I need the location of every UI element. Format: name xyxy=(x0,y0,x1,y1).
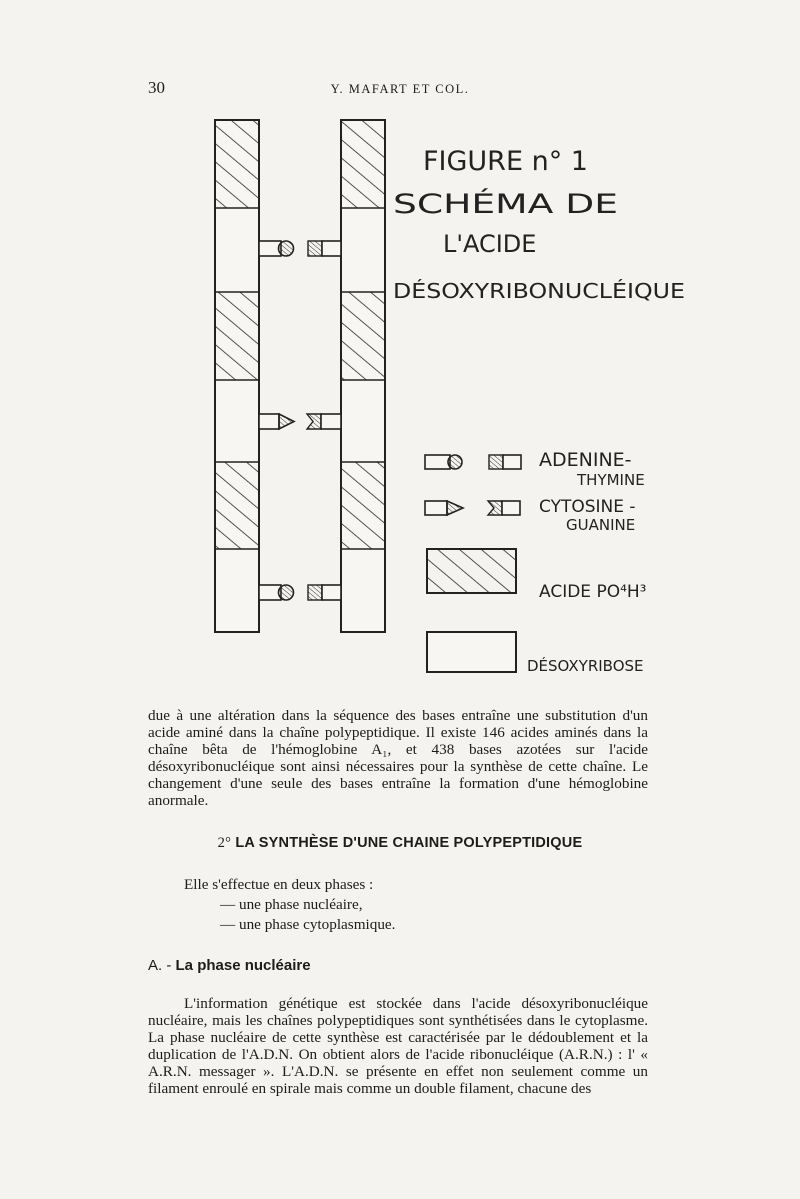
section-number: 2° xyxy=(217,835,232,851)
subsection-title: La phase nucléaire xyxy=(175,957,311,974)
figure-title-line-1: FIGURE n° 1 xyxy=(423,146,588,177)
right-strand xyxy=(341,120,385,632)
legend-cytosine-guanine-swatch xyxy=(425,501,520,515)
legend-label-cytosine: CYTOSINE - xyxy=(539,497,636,517)
figure-title-line-4: DÉSOXYRIBONUCLÉIQUE xyxy=(393,279,685,303)
phases-lead: Elle s'effectue en deux phases : xyxy=(184,876,374,893)
subsection-heading xyxy=(148,957,311,974)
legend-label-adenine: ADENINE- xyxy=(539,449,632,471)
section-heading xyxy=(0,835,800,852)
phases-intro xyxy=(184,875,395,935)
adenine-thymine-pair xyxy=(259,585,341,600)
legend-label-deoxyribose: DÉSOXYRIBOSE xyxy=(527,657,644,675)
phosphate-segment xyxy=(342,462,384,549)
paragraph-continued: due à une altération dans la séquence des bases entraîne une substitution d'un acide aminé dans la chaîne polypeptidique. Il existe 146 acides aminés dans la chaîne bêta de l'hémoglobine A₁, et 438 bases azotées sur l'acide désoxyribonucléique sont ainsi nécessaires pour la synthèse de cette chaîne. Le changement d'une seule des bases entraîne la formation d'une hémoglobine anormale. xyxy=(148,707,648,809)
legend-adenine-thymine-swatch xyxy=(425,455,521,469)
adenine-thymine-pair xyxy=(259,241,341,256)
legend-deoxyribose-swatch xyxy=(427,632,516,672)
phosphate-segment xyxy=(216,292,258,380)
section-title: LA SYNTHÈSE D'UNE CHAINE POLYPEPTIDIQUE xyxy=(235,835,583,851)
phosphate-segment xyxy=(216,121,258,208)
left-strand xyxy=(215,120,259,632)
phase-item-cytoplasmic: — une phase cytoplasmique. xyxy=(220,916,396,933)
legend xyxy=(425,449,647,675)
running-title: Y. MAFART ET COL. xyxy=(330,82,470,96)
phase-item-nuclear: — une phase nucléaire, xyxy=(220,896,363,913)
subsection-label: A. - xyxy=(148,957,172,974)
legend-label-phosphate: ACIDE PO⁴H³ xyxy=(539,582,647,602)
cytosine-guanine-pair xyxy=(259,414,341,429)
legend-label-thymine: THYMINE xyxy=(577,471,645,489)
legend-phosphate-swatch xyxy=(427,549,516,593)
figure-title-line-3: L'ACIDE xyxy=(443,230,537,258)
paragraph-nuclear-phase: L'information génétique est stockée dans l'acide désoxyribonucléique nucléaire, mais les chaînes polypeptidiques sont synthétisées dans le cytoplasme. La phase nucléaire de cette synthèse est caractérisée par le dédoublement et la duplication de l'A.D.N. On obtient alors de l'acide ribonucléique (A.R.N.) : l' « A.R.N. messager ». L'A.D.N. se présente en effet non seulement comme un filament enroulé en spirale mais comme un double filament, chacune des xyxy=(148,995,648,1097)
phosphate-segment xyxy=(216,462,258,549)
phosphate-segment xyxy=(342,121,384,208)
phosphate-segment xyxy=(342,292,384,380)
dna-schema-figure xyxy=(0,100,800,680)
legend-label-guanine: GUANINE xyxy=(566,516,636,534)
page-number: 30 xyxy=(148,78,165,97)
figure-title-line-2: SCHÉMA DE xyxy=(393,189,555,220)
